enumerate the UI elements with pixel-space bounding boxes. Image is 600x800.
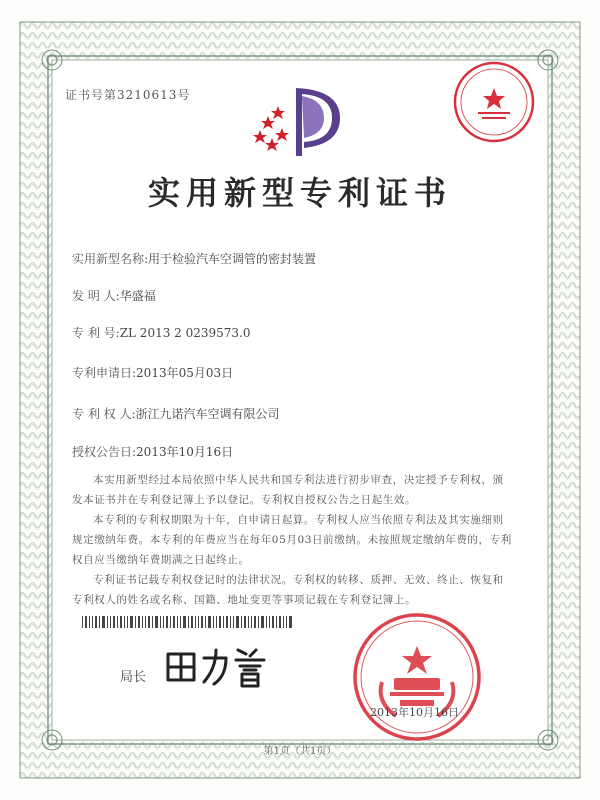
patent-number-value: ZL 2013 2 0239573.0 (119, 326, 251, 340)
inventor-label: 发 明 人: (72, 289, 120, 303)
patent-number-row (72, 324, 251, 341)
utility-model-name-value: 用于检验汽车空调管的密封装置 (148, 252, 317, 266)
page-number: 第1页（共1页） (263, 746, 337, 757)
body-paragraph: 专利证书记载专利权登记时的法律状况。专利权的转移、质押、无效、终止、恢复和专利权人的姓名或名称、国籍、地址变更等事项记载在专利登记簿上。 (72, 574, 504, 606)
barcode (82, 616, 294, 628)
body-paragraph: 本实用新型经过本局依照中华人民共和国专利法进行初步审查，决定授予专利权，颁发本证书并在专利登记簿上予以登记。专利权自授权公告之日起生效。 (72, 474, 504, 506)
director-signature (160, 640, 270, 690)
grant-date-value: 2013年10月16日 (136, 445, 234, 459)
certificate-body (72, 470, 512, 610)
patentee-row (72, 405, 280, 422)
page-title: 实用新型专利证书 (147, 174, 452, 212)
official-seal (352, 612, 482, 742)
inventor-value: 华盛福 (119, 289, 156, 303)
patent-number-label: 专 利 号: (72, 326, 120, 340)
seal-date: 2013年10月16日 (370, 706, 459, 719)
filing-date-value: 2013年05月03日 (136, 366, 234, 380)
grant-date-label: 授权公告日: (72, 445, 137, 459)
filing-date-label: 专利申请日: (72, 366, 137, 380)
grant-date-row (72, 443, 233, 460)
filing-date-row (72, 364, 233, 381)
agency-stamp (452, 60, 536, 144)
certificate-number: 证书号第3210613号 (65, 88, 191, 102)
patentee-label: 专 利 权 人: (72, 407, 136, 421)
body-paragraph: 本专利的专利权期限为十年，自申请日起算。专利权人应当依照专利法及其实施细则规定缴纳年费。本专利的年费应当在每年05月03日前缴纳。未按照规定缴纳年费的，专利权自应当缴纳年费期满之日起终止。 (72, 514, 512, 566)
director-label: 局长 (120, 670, 147, 685)
utility-model-name-row (72, 250, 316, 267)
inventor-row (72, 287, 156, 304)
sipo-logo-icon (252, 82, 352, 162)
utility-model-name-label: 实用新型名称: (72, 252, 149, 266)
patentee-value: 浙江九诺汽车空调有限公司 (135, 407, 280, 421)
